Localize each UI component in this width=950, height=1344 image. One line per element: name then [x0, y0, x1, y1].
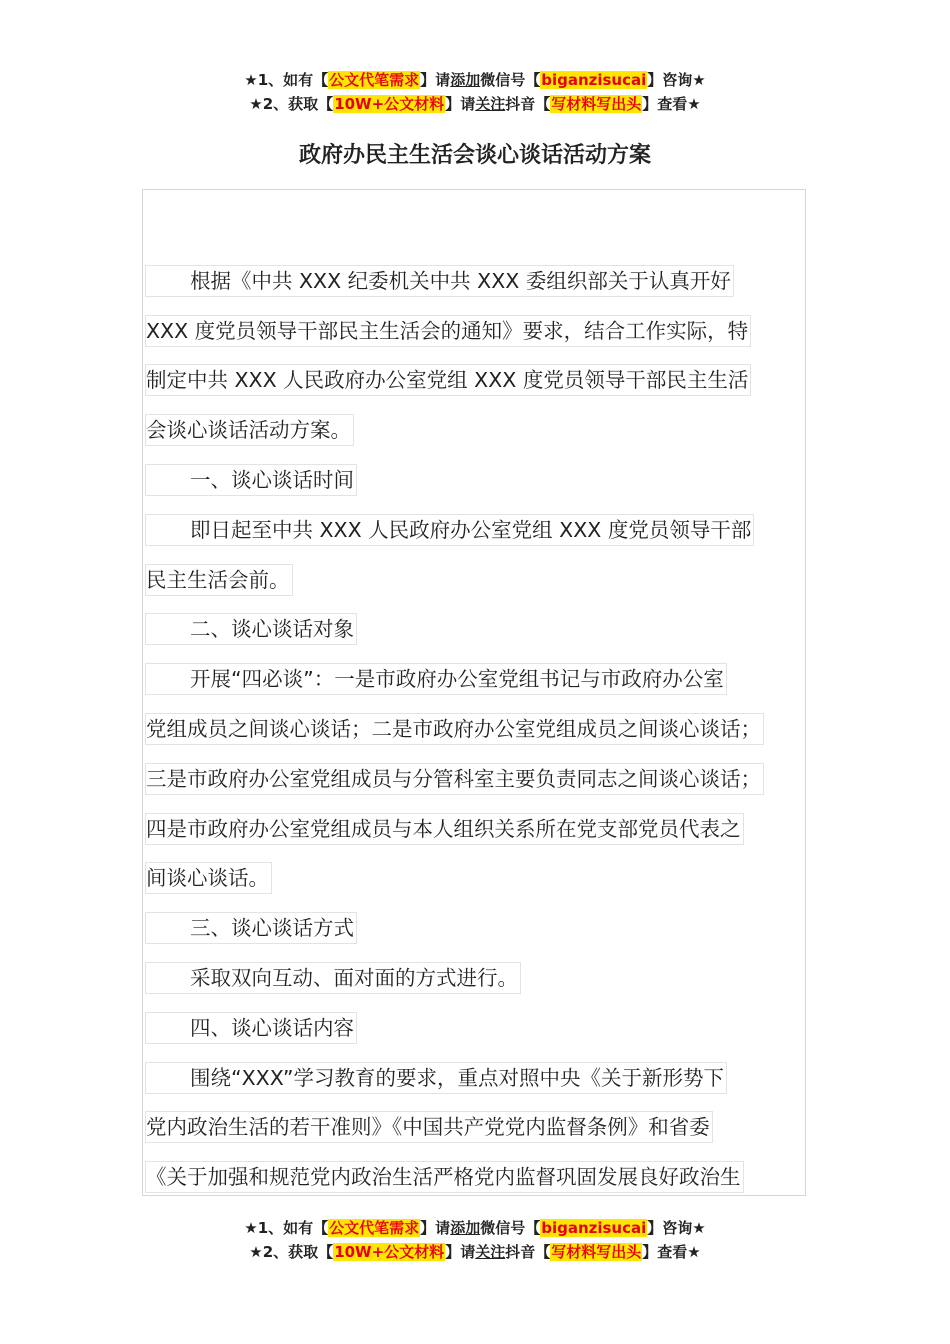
body-line — [145, 306, 800, 356]
banner-text: ★1、如有【 — [244, 71, 329, 89]
banner-underlined-text: 添加 — [450, 1219, 481, 1237]
banner-highlight: 公文代笔需求 — [329, 71, 420, 89]
section-heading: 四、谈心谈话内容 — [145, 1012, 357, 1044]
banner-highlight: 写材料写出头 — [551, 95, 642, 113]
paragraph-line: 采取双向互动、面对面的方式进行。 — [145, 962, 521, 994]
section-heading: 一、谈心谈话时间 — [145, 464, 357, 496]
body-line — [145, 854, 800, 904]
banner-underlined-text: 关注 — [475, 95, 506, 113]
banner-text: 】咨询★ — [647, 1219, 706, 1237]
body-line — [145, 455, 800, 505]
banner-underlined-text: 关注 — [475, 1243, 506, 1261]
banner-text: 】请 — [420, 71, 451, 89]
banner-text: 微信号【 — [480, 71, 541, 89]
banner-underlined-text: 添加 — [450, 71, 481, 89]
banner-line-2 — [0, 1240, 950, 1264]
banner-text: 】请 — [445, 1243, 476, 1261]
banner-line-1 — [0, 68, 950, 92]
paragraph-line: 开展“四必谈”：一是市政府办公室党组书记与市政府办公室 — [145, 663, 727, 695]
body-line — [145, 1103, 800, 1153]
banner-text: 】咨询★ — [647, 71, 706, 89]
body-line — [145, 555, 800, 605]
paragraph-line: 围绕“XXX”学习教育的要求，重点对照中央《关于新形势下 — [145, 1062, 727, 1094]
document-title: 政府办民主生活会谈心谈话活动方案 — [298, 143, 651, 168]
body-line — [145, 256, 800, 306]
banner-text: ★2、获取【 — [249, 95, 334, 113]
body-line — [145, 605, 800, 655]
section-heading: 二、谈心谈话对象 — [145, 613, 357, 645]
banner-text: ★1、如有【 — [244, 1219, 329, 1237]
body-line — [145, 953, 800, 1003]
banner-line-2 — [0, 92, 950, 116]
banner-text: 】查看★ — [642, 1243, 701, 1261]
body-line — [145, 704, 800, 754]
paragraph-line: 《关于加强和规范党内政治生活严格党内监督巩固发展良好政治生 — [145, 1161, 744, 1193]
banner-highlight: 公文代笔需求 — [329, 1219, 420, 1237]
banner-highlight: biganzisucai — [541, 71, 647, 89]
body-line — [145, 754, 800, 804]
banner-line-1 — [0, 1216, 950, 1240]
banner-highlight: 10W+公文材料 — [334, 1243, 445, 1261]
paragraph-line: 间谈心谈话。 — [145, 862, 272, 894]
paragraph-line: 三是市政府办公室党组成员与分管科室主要负责同志之间谈心谈话； — [145, 763, 764, 795]
paragraph-line: 制定中共 XXX 人民政府办公室党组 XXX 度党员领导干部民主生活 — [145, 364, 751, 396]
banner-text: 抖音【 — [505, 95, 551, 113]
banner-highlight: 写材料写出头 — [551, 1243, 642, 1261]
paragraph-line: XXX 度党员领导干部民主生活会的通知》要求，结合工作实际，特 — [145, 315, 751, 347]
banner-text: 抖音【 — [505, 1243, 551, 1261]
banner-text: 】查看★ — [642, 95, 701, 113]
paragraph-line: 根据《中共 XXX 纪委机关中共 XXX 委组织部关于认真开好 — [145, 265, 734, 297]
body-line — [145, 654, 800, 704]
paragraph-line: 党组成员之间谈心谈话；二是市政府办公室党组成员之间谈心谈话； — [145, 713, 764, 745]
body-line — [145, 1152, 800, 1202]
banner-highlight: biganzisucai — [541, 1219, 647, 1237]
bottom-banner — [0, 1216, 950, 1264]
top-banner — [0, 68, 950, 116]
body-line — [145, 1053, 800, 1103]
paragraph-line: 即日起至中共 XXX 人民政府办公室党组 XXX 度党员领导干部 — [145, 514, 754, 546]
banner-text: ★2、获取【 — [249, 1243, 334, 1261]
document-body — [145, 256, 800, 1202]
paragraph-line: 民主生活会前。 — [145, 564, 293, 596]
paragraph-line: 会谈心谈话活动方案。 — [145, 414, 354, 446]
section-heading: 三、谈心谈话方式 — [145, 912, 357, 944]
body-line — [145, 405, 800, 455]
body-line — [145, 505, 800, 555]
paragraph-line: 四是市政府办公室党组成员与本人组织关系所在党支部党员代表之 — [145, 813, 744, 845]
body-line — [145, 903, 800, 953]
paragraph-line: 党内政治生活的若干准则》《中国共产党党内监督条例》和省委 — [145, 1111, 713, 1143]
banner-highlight: 10W+公文材料 — [334, 95, 445, 113]
body-line — [145, 356, 800, 406]
body-line — [145, 804, 800, 854]
body-line — [145, 1003, 800, 1053]
banner-text: 微信号【 — [480, 1219, 541, 1237]
banner-text: 】请 — [445, 95, 476, 113]
banner-text: 】请 — [420, 1219, 451, 1237]
